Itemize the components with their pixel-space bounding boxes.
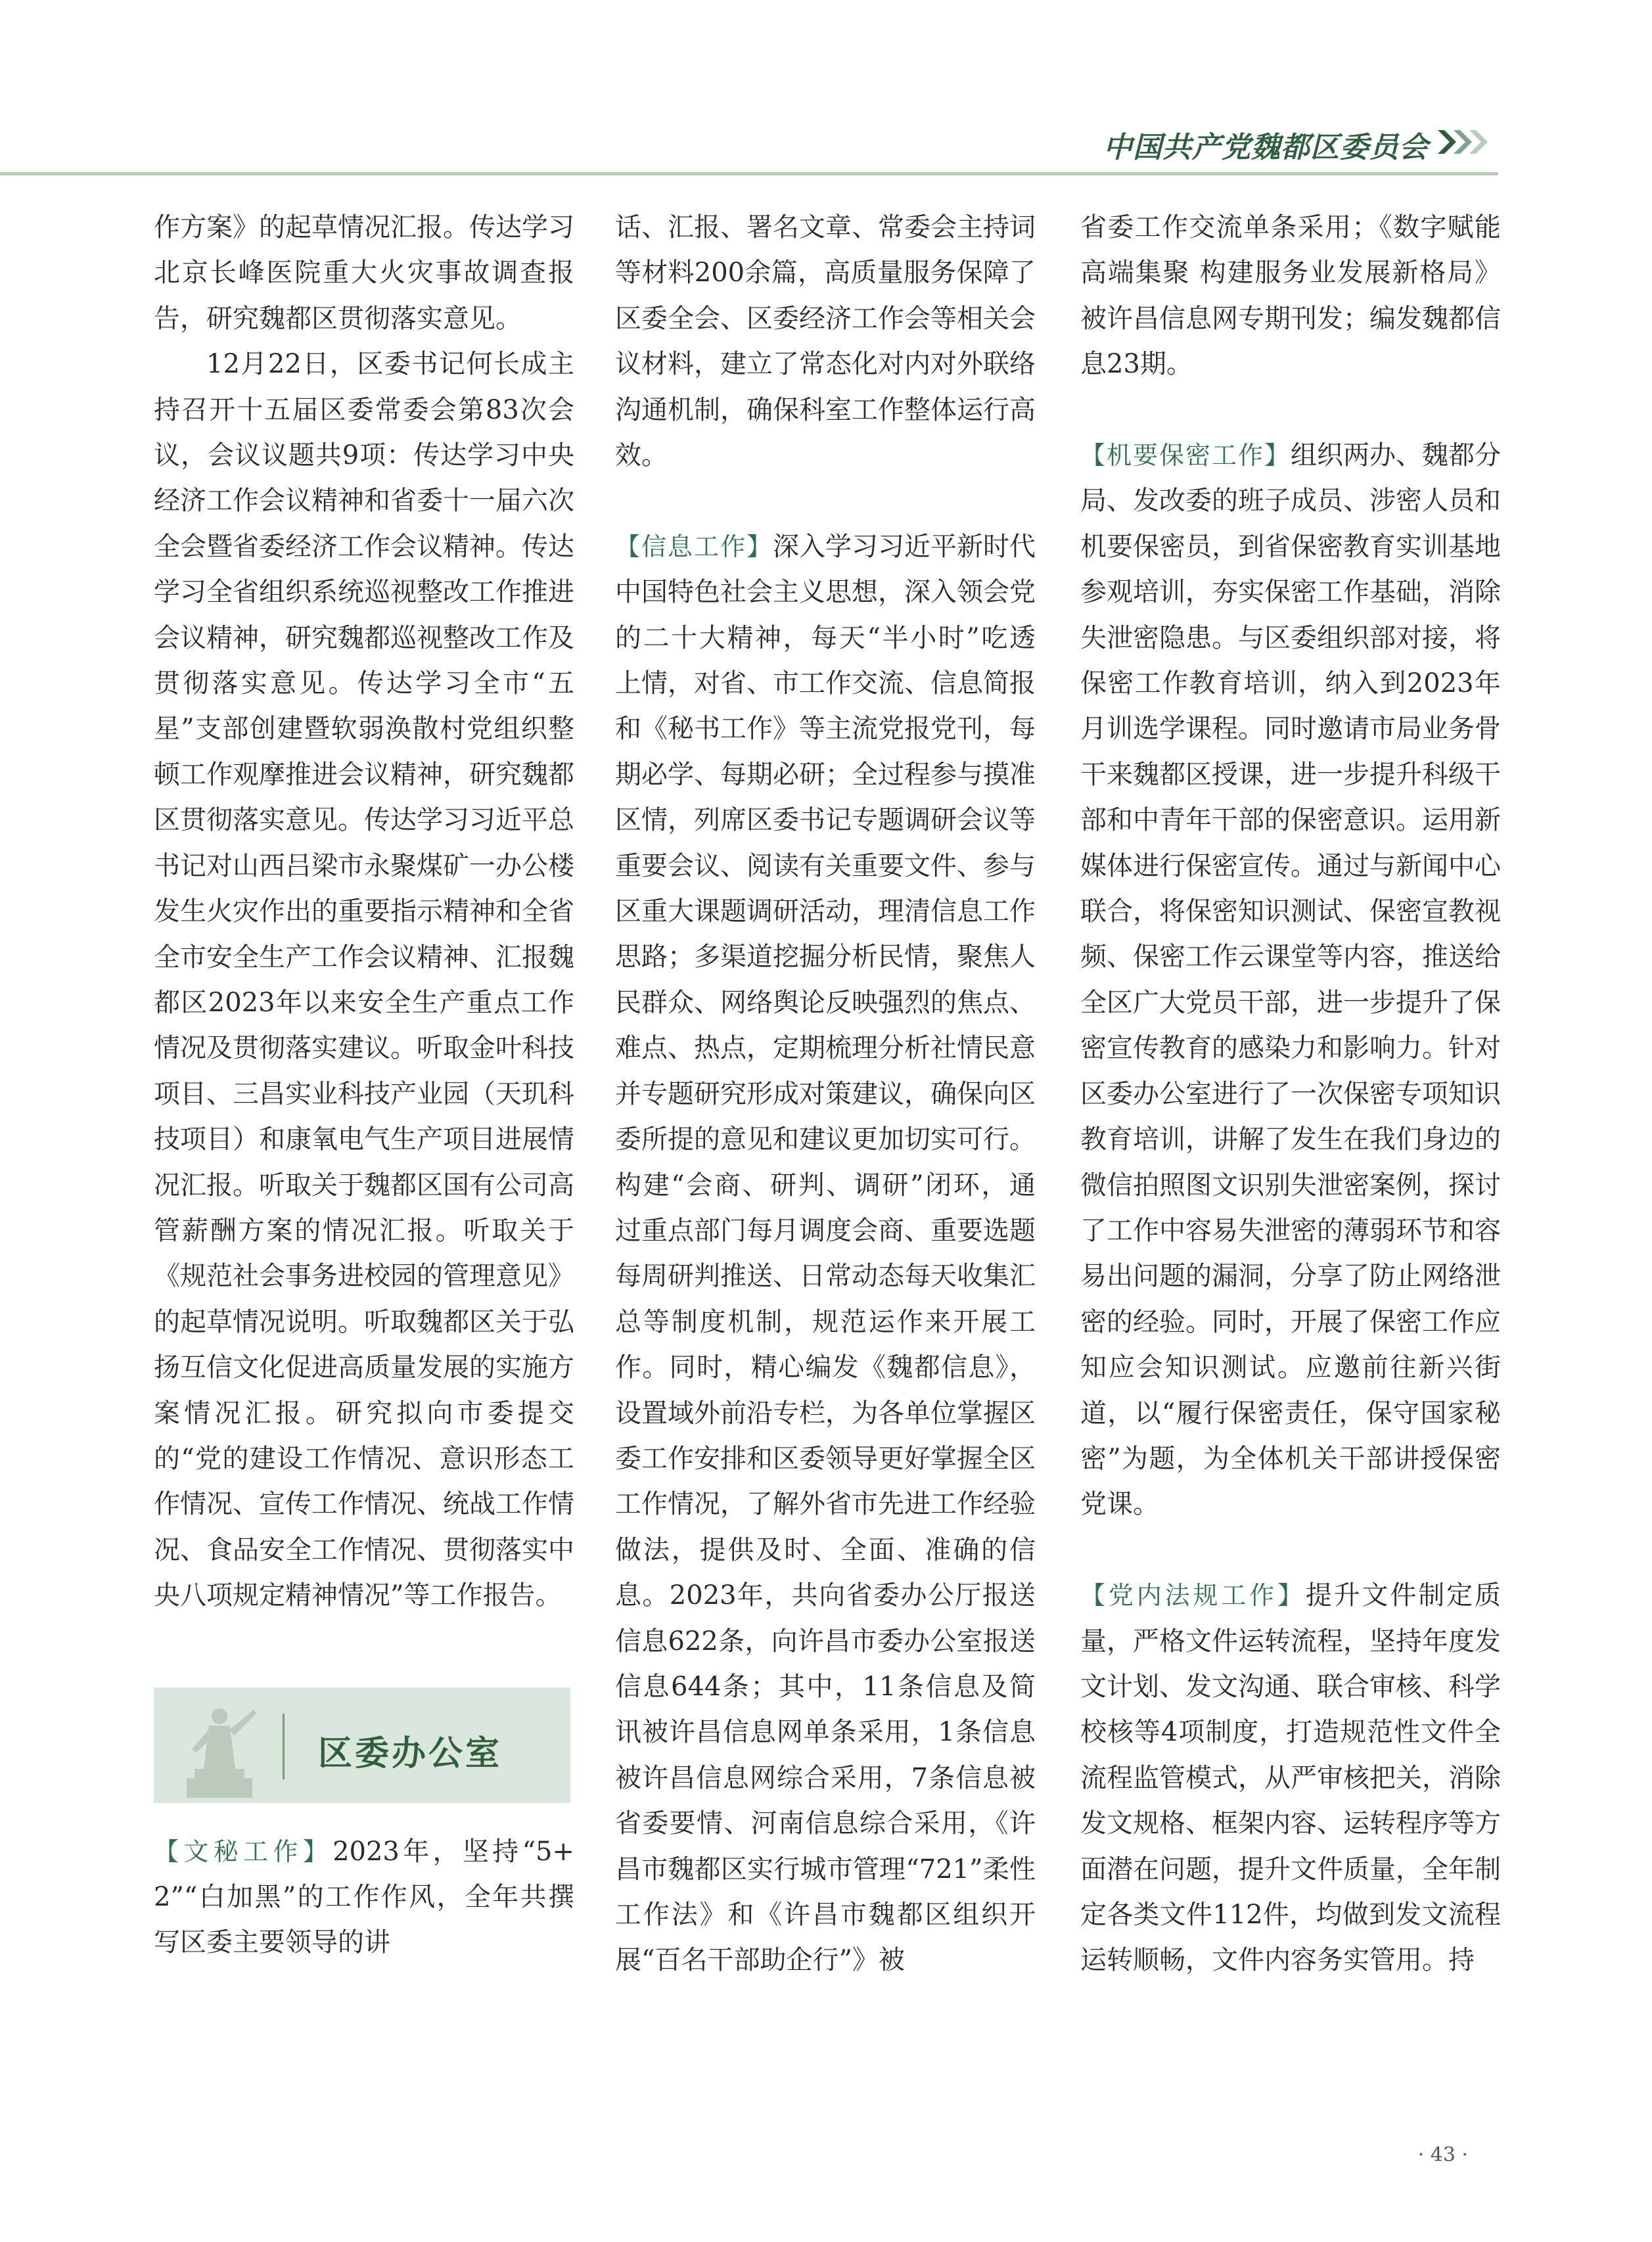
section-tag: 【党内法规工作】 — [1080, 1581, 1306, 1611]
header-title: 中国共产党魏都区委员会 — [1103, 131, 1429, 164]
paragraph-text: 深入学习习近平新时代中国特色社会主义思想，深入领会党的二十大精神，每天“半小时”吃透上情，对省、市工作交流、信息简报和《秘书工作》等主流党报党刊，每期必学、每期必研；全过程参与摸准区情，列席区委书记专题调研会议等重要会议、阅读有关重要文件、参与区重大课题调研活动，理清信息工作思路；多渠道挖掘分析民情，聚焦人民群众、网络舆论反映强烈的焦点、难点、热点，定期梳理分析社情民意并专题研究形成对策建议，确保向区委所提的意见和建议更加切实可行。构建“会商、研判、调研”闭环，通过重点部门每月调度会商、重要选题每周研判推送、日常动态每天收集汇总等制度机制，规范运作来开展工作。同时，精心编发《魏都信息》，设置域外前沿专栏，为各单位掌握区委工作安排和区委领导更好掌握全区工作情况，了解外省市先进工作经验做法，提供及时、全面、准确的信息。2023年，共向省委办公厅报送信息622条，向许昌市委办公室报送信息644条；其中，11条信息及简讯被许昌信息网单条采用，1条信息被许昌信息网综合采用，7条信息被省委要情、河南信息综合采用，《许昌市魏都区实行城市管理“721”柔性工作法》和《许昌市魏都区组织开展“百名干部助企行”》被 — [615, 531, 1036, 1976]
column-1 — [154, 205, 574, 2163]
paragraph: 12月22日，区委书记何长成主持召开十五届区委常委会第83次会议，会议议题共9项：传达学习中央经济工作会议精神和省委十一届六次全会暨省委经济工作会议精神。传达学习全省组织系统巡视整改工作推进会议精神，研究魏都巡视整改工作及贯彻落实意见。传达学习全市“五星”支部创建暨软弱涣散村党组织整顿工作观摩推进会议精神，研究魏都区贯彻落实意见。传达学习习近平总书记对山西吕梁市永聚煤矿一办公楼发生火灾作出的重要指示精神和全省全市安全生产工作会议精神、汇报魏都区2023年以来安全生产重点工作情况及贯彻落实建议。听取金叶科技项目、三昌实业科技产业园（天玑科技项目）和康氧电气生产项目进展情况汇报。听取关于魏都区国有公司高管薪酬方案的情况汇报。听取关于《规范社会事务进校园的管理意见》的起草情况说明。听取魏都区关于弘扬互信文化促进高质量发展的实施方案情况汇报。研究拟向市委提交的“党的建设工作情况、意识形态工作情况、宣传工作情况、统战工作情况、食品安全工作情况、贯彻落实中央八项规定精神情况”等工作报告。 — [154, 349, 574, 1611]
paragraph: 话、汇报、署名文章、常委会主持词等材料200余篇，高质量服务保障了区委全会、区委经济工作会等相关会议材料，建立了常态化对内对外联络沟通机制，确保科室工作整体运行高效。 — [615, 212, 1036, 471]
department-title: 区委办公室 — [318, 1733, 503, 1773]
paragraph-text: 提升文件制定质量，严格文件运转流程，坚持年度发文计划、发文沟通、联合审核、科学校核等4项制度，打造规范性文件全流程监管模式，从严审核把关，消除发文规格、框架内容、运转程序等方面潜在问题，提升文件质量，全年制定各类文件112件，均做到发文流程运转顺畅，文件内容务实管用。持 — [1080, 1580, 1501, 1976]
statue-figure-icon — [168, 1697, 267, 1802]
paragraph — [1080, 433, 1501, 1528]
double-chevron-right-icon — [1438, 127, 1494, 156]
paragraph: 作方案》的起草情况汇报。传达学习北京长峰医院重大火灾事故调查报告，研究魏都区贯彻落实意见。 — [154, 212, 574, 334]
column-2 — [615, 205, 1036, 2163]
banner-divider — [283, 1714, 285, 1779]
section-tag: 【机要保密工作】 — [1080, 441, 1291, 470]
section-tag: 【信息工作】 — [615, 532, 773, 561]
paragraph — [154, 1829, 574, 1966]
department-banner — [154, 1687, 570, 1803]
paragraph-text: 2023年，坚持“5+2”“白加黑”的工作作风，全年共撰写区委主要领导的讲 — [154, 1836, 574, 1958]
header-rule — [0, 172, 1498, 175]
paragraph: 省委工作交流单条采用；《数字赋能 高端集聚 构建服务业发展新格局》被许昌信息网专期刊发；编发魏都信息23期。 — [1080, 212, 1501, 380]
paragraph — [1080, 1573, 1501, 1984]
paragraph — [615, 524, 1036, 1984]
paragraph-text: 组织两办、魏都分局、发改委的班子成员、涉密人员和机要保密员，到省保密教育实训基地参观培训，夯实保密工作基础，消除失泄密隐患。与区委组织部对接，将保密工作教育培训，纳入到2023年月训选学课程。同时邀请市局业务骨干来魏都区授课，进一步提升科级干部和中青年干部的保密意识。运用新媒体进行保密宣传。通过与新闻中心联合，将保密知识测试、保密宣教视频、保密工作云课堂等内容，推送给全区广大党员干部，进一步提升了保密宣传教育的感染力和影响力。针对区委办公室进行了一次保密专项知识教育培训，讲解了发生在我们身边的微信拍照图文识别失泄密案例，探讨了工作中容易失泄密的薄弱环节和容易出问题的漏洞，分享了防止网络泄密的经验。同时，开展了保密工作应知应会知识测试。应邀前往新兴街道，以“履行保密责任，保守国家秘密”为题，为全体机关干部讲授保密党课。 — [1080, 440, 1501, 1520]
column-3 — [1080, 205, 1501, 2163]
page-header — [0, 118, 1652, 179]
page-number: · 43 · — [1417, 2143, 1468, 2166]
section-tag: 【文秘工作】 — [154, 1837, 333, 1866]
